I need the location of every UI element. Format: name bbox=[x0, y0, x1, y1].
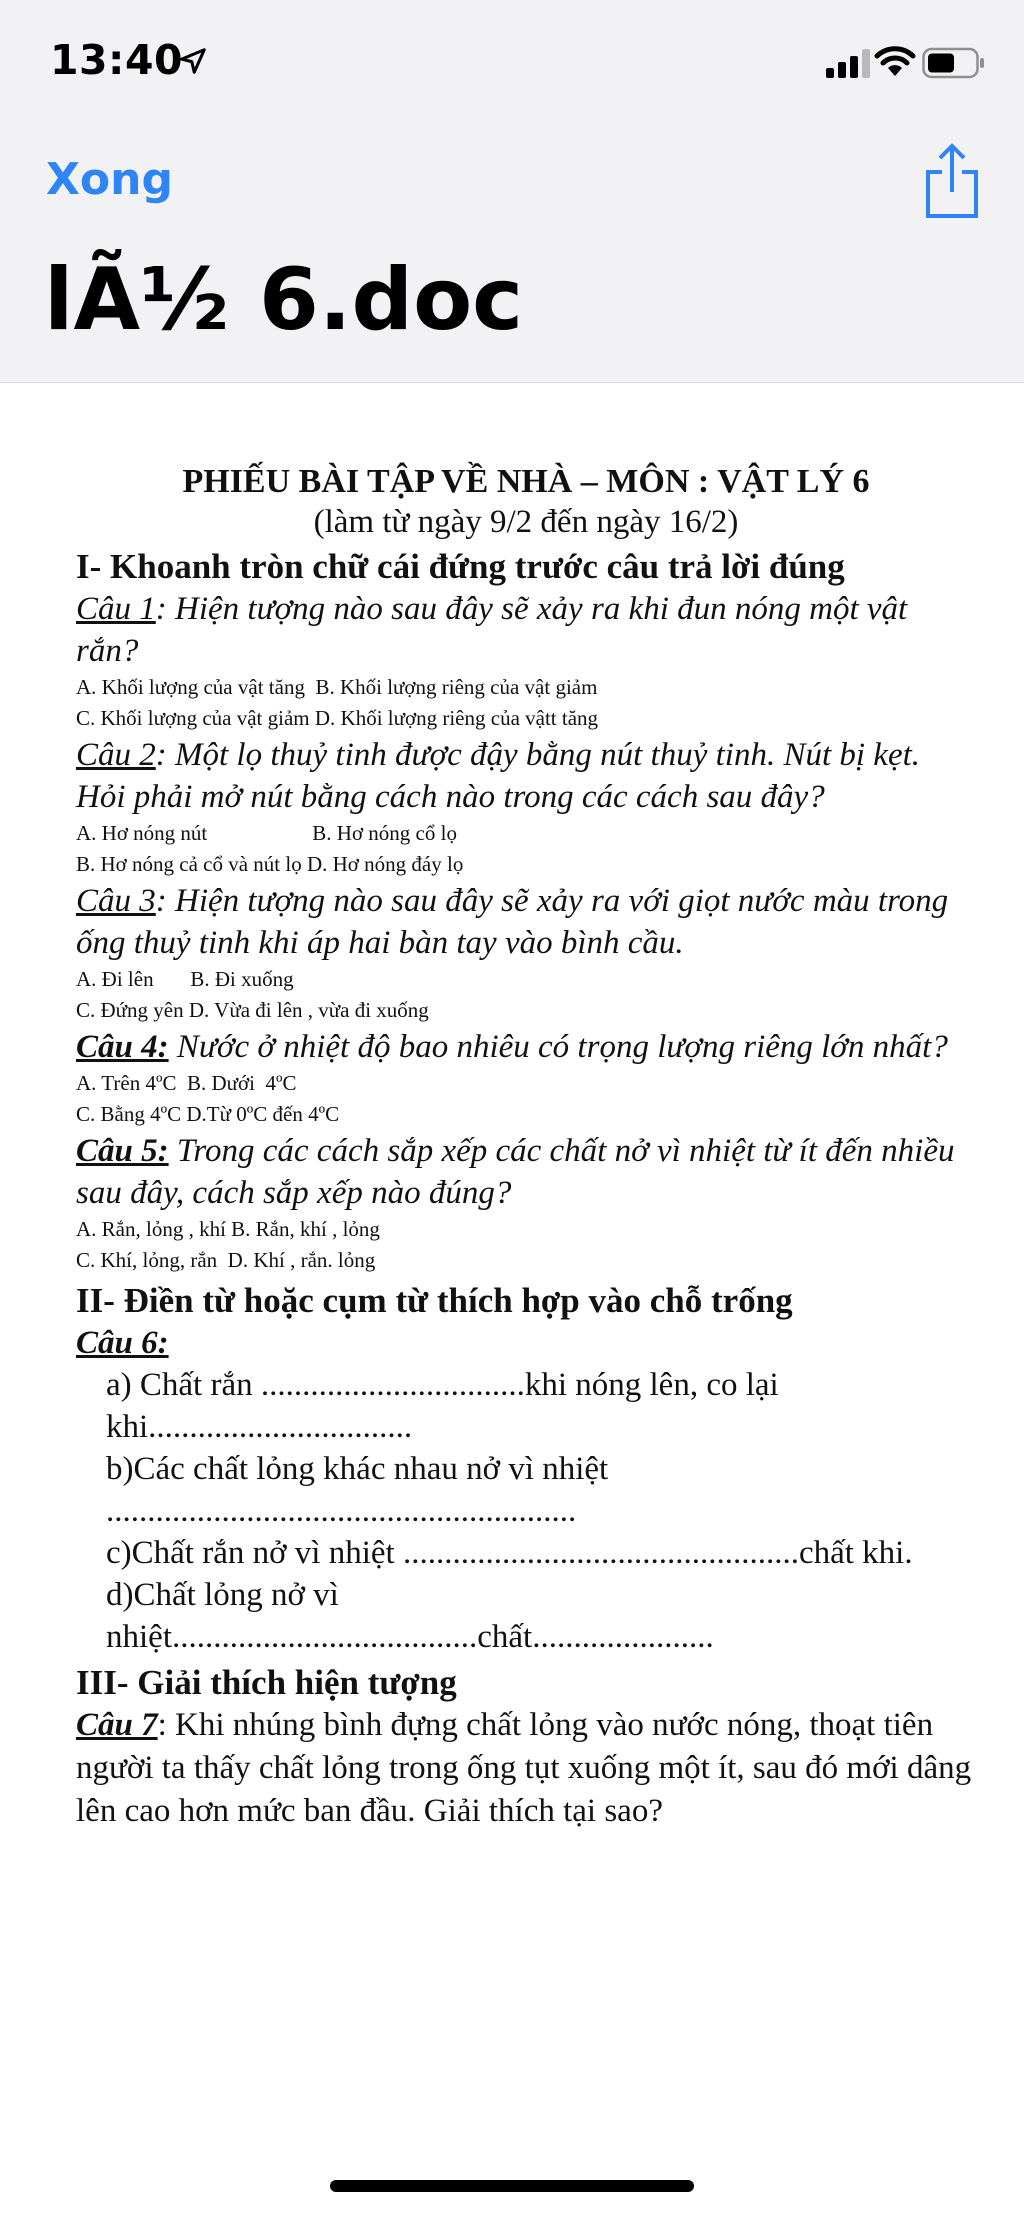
question-label: Câu 2 bbox=[76, 737, 156, 773]
answer-options: A. Khối lượng của vật tăng B. Khối lượng riêng của vật giảm bbox=[76, 675, 598, 699]
answer-options: A. Hơ nóng nút B. Hơ nóng cổ lọ bbox=[76, 821, 457, 845]
section-2-heading: II- Điền từ hoặc cụm từ thích hợp vào chỗ trống bbox=[76, 1281, 793, 1320]
question-text: : Một lọ thuỷ tinh được đậy bằng nút thuỷ tinh. Nút bị kẹt. Hỏi phải mở nút bằng cách nào trong các cách sau đây? bbox=[76, 737, 921, 815]
document-content[interactable] bbox=[76, 462, 976, 1833]
answer-options: C. Khối lượng của vật giảm D. Khối lượng riêng của vậtt tăng bbox=[76, 706, 599, 730]
question-label: Câu 4: bbox=[76, 1029, 169, 1065]
question-6-label: Câu 6: bbox=[76, 1325, 169, 1361]
question-5 bbox=[76, 1130, 976, 1214]
fill-blank-line: d)Chất lỏng nở vì bbox=[106, 1577, 339, 1613]
question-label: Câu 5: bbox=[76, 1133, 169, 1169]
question-4 bbox=[76, 1026, 976, 1068]
question-7 bbox=[76, 1704, 976, 1833]
question-2 bbox=[76, 734, 976, 818]
fill-blank-line: b)Các chất lỏng khác nhau nở vì nhiệt bbox=[106, 1451, 609, 1487]
fill-blank-line: khi................................ bbox=[106, 1409, 413, 1445]
question-text: Nước ở nhiệt độ bao nhiêu có trọng lượng riêng lớn nhất? bbox=[168, 1029, 948, 1065]
worksheet-subtitle: (làm từ ngày 9/2 đến ngày 16/2) bbox=[313, 504, 739, 540]
document-title: lÃ½ 6.doc bbox=[44, 250, 524, 350]
home-indicator[interactable] bbox=[330, 2180, 694, 2192]
answer-options: B. Hơ nóng cả cổ và nút lọ D. Hơ nóng đáy lọ bbox=[76, 852, 464, 876]
question-label: Câu 1 bbox=[76, 591, 156, 627]
answer-options: C. Khí, lỏng, rắn D. Khí , rắn. lỏng bbox=[76, 1248, 376, 1272]
share-icon[interactable] bbox=[922, 142, 982, 220]
worksheet-title: PHIẾU BÀI TẬP VỀ NHÀ – MÔN : VẬT LÝ 6 bbox=[182, 463, 870, 500]
question-3 bbox=[76, 880, 976, 964]
fill-blank-line: a) Chất rắn ................................khi nóng lên, co lại bbox=[106, 1367, 779, 1403]
question-1 bbox=[76, 588, 976, 672]
status-time: 13:40 bbox=[50, 36, 184, 84]
section-1-heading: I- Khoanh tròn chữ cái đứng trước câu trả lời đúng bbox=[76, 547, 845, 586]
done-button[interactable]: Xong bbox=[46, 154, 173, 205]
location-arrow-icon bbox=[178, 46, 208, 76]
answer-options: C. Bằng 4ºC D.Từ 0ºC đến 4ºC bbox=[76, 1102, 340, 1126]
cellular-signal-icon bbox=[824, 48, 874, 78]
answer-options: C. Đứng yên D. Vừa đi lên , vừa đi xuống bbox=[76, 998, 429, 1022]
question-label: Câu 7 bbox=[76, 1707, 158, 1743]
question-text: Trong các cách sắp xếp các chất nở vì nhiệt từ ít đến nhiều sau đây, cách sắp xếp nào đúng? bbox=[76, 1133, 955, 1211]
section-3-heading: III- Giải thích hiện tượng bbox=[76, 1663, 457, 1702]
answer-options: A. Trên 4ºC B. Dưới 4ºC bbox=[76, 1071, 297, 1095]
navigation-header bbox=[0, 0, 1024, 383]
battery-icon bbox=[922, 47, 986, 79]
question-text: : Hiện tượng nào sau đây sẽ xảy ra khi đun nóng một vật rắn? bbox=[76, 591, 908, 669]
fill-blank-line: ......................................................... bbox=[106, 1493, 577, 1529]
answer-options: A. Đi lên B. Đi xuống bbox=[76, 967, 294, 991]
question-label: Câu 3 bbox=[76, 883, 156, 919]
fill-blank-line: nhiệt.....................................chất...................... bbox=[106, 1619, 714, 1655]
wifi-icon bbox=[874, 44, 916, 78]
fill-blank-line: c)Chất rắn nở vì nhiệt ................................................chất khi. bbox=[106, 1535, 913, 1571]
answer-options: A. Rắn, lỏng , khí B. Rắn, khí , lỏng bbox=[76, 1217, 380, 1241]
question-text: : Khi nhúng bình đựng chất lỏng vào nước nóng, thoạt tiên người ta thấy chất lỏng trong ống tụt xuống một ít, sau đó mới dâng lên cao hơn mức ban đầu. Giải thích tại sao? bbox=[76, 1707, 972, 1829]
question-text: : Hiện tượng nào sau đây sẽ xảy ra với giọt nước màu trong ống thuỷ tinh khi áp hai bàn tay vào bình cầu. bbox=[76, 883, 949, 961]
